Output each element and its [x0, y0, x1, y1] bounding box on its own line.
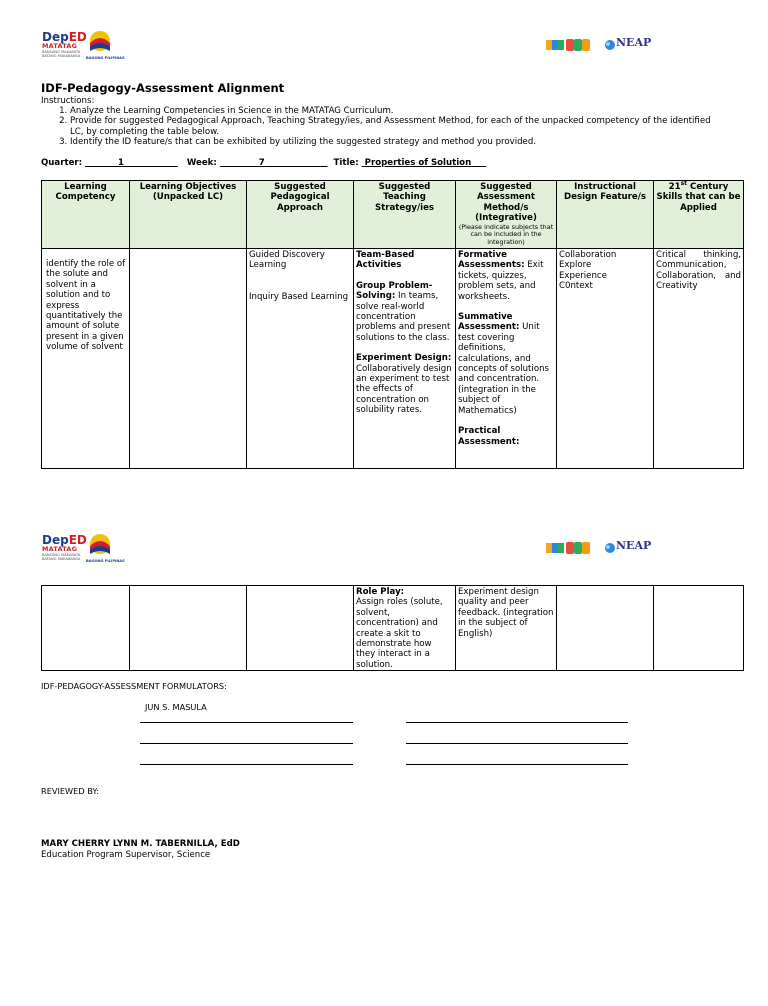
signature-line	[406, 743, 628, 744]
header-learning-competency: Learning Competency	[42, 181, 130, 249]
instruction-item: 1. Analyze the Learning Competencies in Science in the MATATAG Curriculum.	[70, 106, 721, 116]
pedagogical-approach-cell	[247, 586, 354, 671]
neap-logo-text: NEAP	[616, 539, 652, 552]
week-label: Week:	[186, 158, 217, 168]
strategy-title: Team-Based Activities	[356, 250, 415, 271]
bagong-pilipinas-logo-page2: BAGONG PILIPINAS	[86, 532, 125, 563]
quarter-label: Quarter:	[41, 158, 83, 168]
pedagogical-approach-cell: Guided Discovery Learning Inquiry Based Learning	[247, 249, 354, 469]
learning-objectives-cell	[130, 586, 247, 671]
assessment-method-cell: Formative Assessments: Exit tickets, quizzes, problem sets, and worksheets. Summative Assessment: Unit test covering definitions, calculations, and concepts of solutions and concentration. (integration in the subject of Mathematics) Practical Assessment:	[456, 249, 557, 469]
header-pedagogical-approach: Suggested Pedagogical Approach	[247, 181, 354, 249]
header-teaching-strategies: Suggested Teaching Strategy/ies	[354, 181, 456, 249]
learning-objectives-cell	[130, 249, 247, 469]
matatag-logo-text: MATATAG	[42, 42, 78, 50]
quarter-week-title-line	[41, 158, 486, 168]
deped-matatag-logo-page2: DepED MATATAG BANSANG MAKABATA BATANG MAKABANSA	[42, 533, 87, 561]
formulator-name: JUN S. MASULA	[145, 702, 207, 712]
partner-logos	[546, 37, 652, 56]
signature-line	[140, 722, 353, 723]
title-label: Title:	[333, 158, 359, 168]
bagong-pilipinas-emblem-icon	[86, 29, 114, 55]
instructional-design-cell: Collaboration Explore Experience C0ntext	[557, 249, 654, 469]
assessment-method-cell: Experiment design quality and peer feedback. (integration in the subject of English)	[456, 586, 557, 671]
quarter-value-field: 1	[118, 158, 124, 168]
signature-line	[140, 743, 353, 744]
header-instructional-design: Instructional Design Feature/s	[557, 181, 654, 249]
partner-logos-page2	[546, 540, 652, 559]
signature-line	[406, 764, 628, 765]
header-assessment-method: Suggested Assessment Method/s (Integrative) (Please indicate subjects that can be included in the integration)	[456, 181, 557, 249]
page-title: IDF-Pedagogy-Assessment Alignment	[41, 81, 285, 95]
reviewer-name: MARY CHERRY LYNN M. TABERNILLA, EdD	[41, 839, 240, 849]
week-value-field: 7	[258, 158, 265, 168]
neap-logo-text: NEAP	[616, 36, 652, 49]
instructions-list	[41, 106, 721, 147]
alignment-table	[41, 180, 744, 469]
instructional-design-cell	[557, 586, 654, 671]
table-row	[42, 249, 744, 469]
signature-line	[406, 722, 628, 723]
skills-cell: Critical thinking, Communication, Collaboration, and Creativity	[654, 249, 744, 469]
teaching-strategies-cell: Role Play: Assign roles (solute, solvent, concentration) and create a skit to demonstrate how they interact in a solution.	[354, 586, 456, 671]
table-row	[42, 586, 744, 671]
deped-logo: DepED	[42, 30, 87, 44]
signature-line	[140, 764, 353, 765]
bagong-pilipinas-emblem-icon	[86, 532, 114, 558]
formulators-label: IDF-PEDAGOGY-ASSESSMENT FORMULATORS:	[41, 681, 227, 691]
learning-competency-cell: identify the role of the solute and solvent in a solution and to express quantitatively the amount of solute present in a given volume of solvent	[42, 249, 130, 469]
header-21st-century-skills: 21st Century Skills that can be Applied	[654, 181, 744, 249]
title-value-field: Properties of Solution	[364, 158, 472, 168]
table-header-row	[42, 181, 744, 249]
instructions-label: Instructions:	[41, 96, 95, 106]
skills-cell	[654, 586, 744, 671]
teaching-strategies-cell: Team-Based Activities Group Problem-Solving: In teams, solve real-world concentration problems and present solutions to the class. Experiment Design: Collaboratively design an experiment to test the effects of concentration on solubility rates.	[354, 249, 456, 469]
assessment-note: (Please indicate subjects that can be included in the integration)	[458, 222, 554, 246]
matatag-tagline: BANSANG MAKABATA BATANG MAKABANSA	[42, 50, 81, 58]
deped-matatag-logo	[42, 31, 87, 58]
bagong-pilipinas-logo: BAGONG PILIPINAS	[86, 29, 125, 60]
learning-competency-cell	[42, 586, 130, 671]
reviewer-position: Education Program Supervisor, Science	[41, 850, 211, 860]
reviewed-by-label: REVIEWED BY:	[41, 786, 100, 796]
instruction-item: 2. Provide for suggested Pedagogical Approach, Teaching Strategy/ies, and Assessment Method, for each of the unpacked competency of the identified LC, by completing the table below.	[70, 116, 721, 137]
instruction-item: 3. Identify the ID feature/s that can be exhibited by utilizing the suggested strategy and method you provided.	[70, 137, 721, 147]
alignment-table-continued	[41, 585, 744, 671]
header-learning-objectives: Learning Objectives (Unpacked LC)	[130, 181, 247, 249]
